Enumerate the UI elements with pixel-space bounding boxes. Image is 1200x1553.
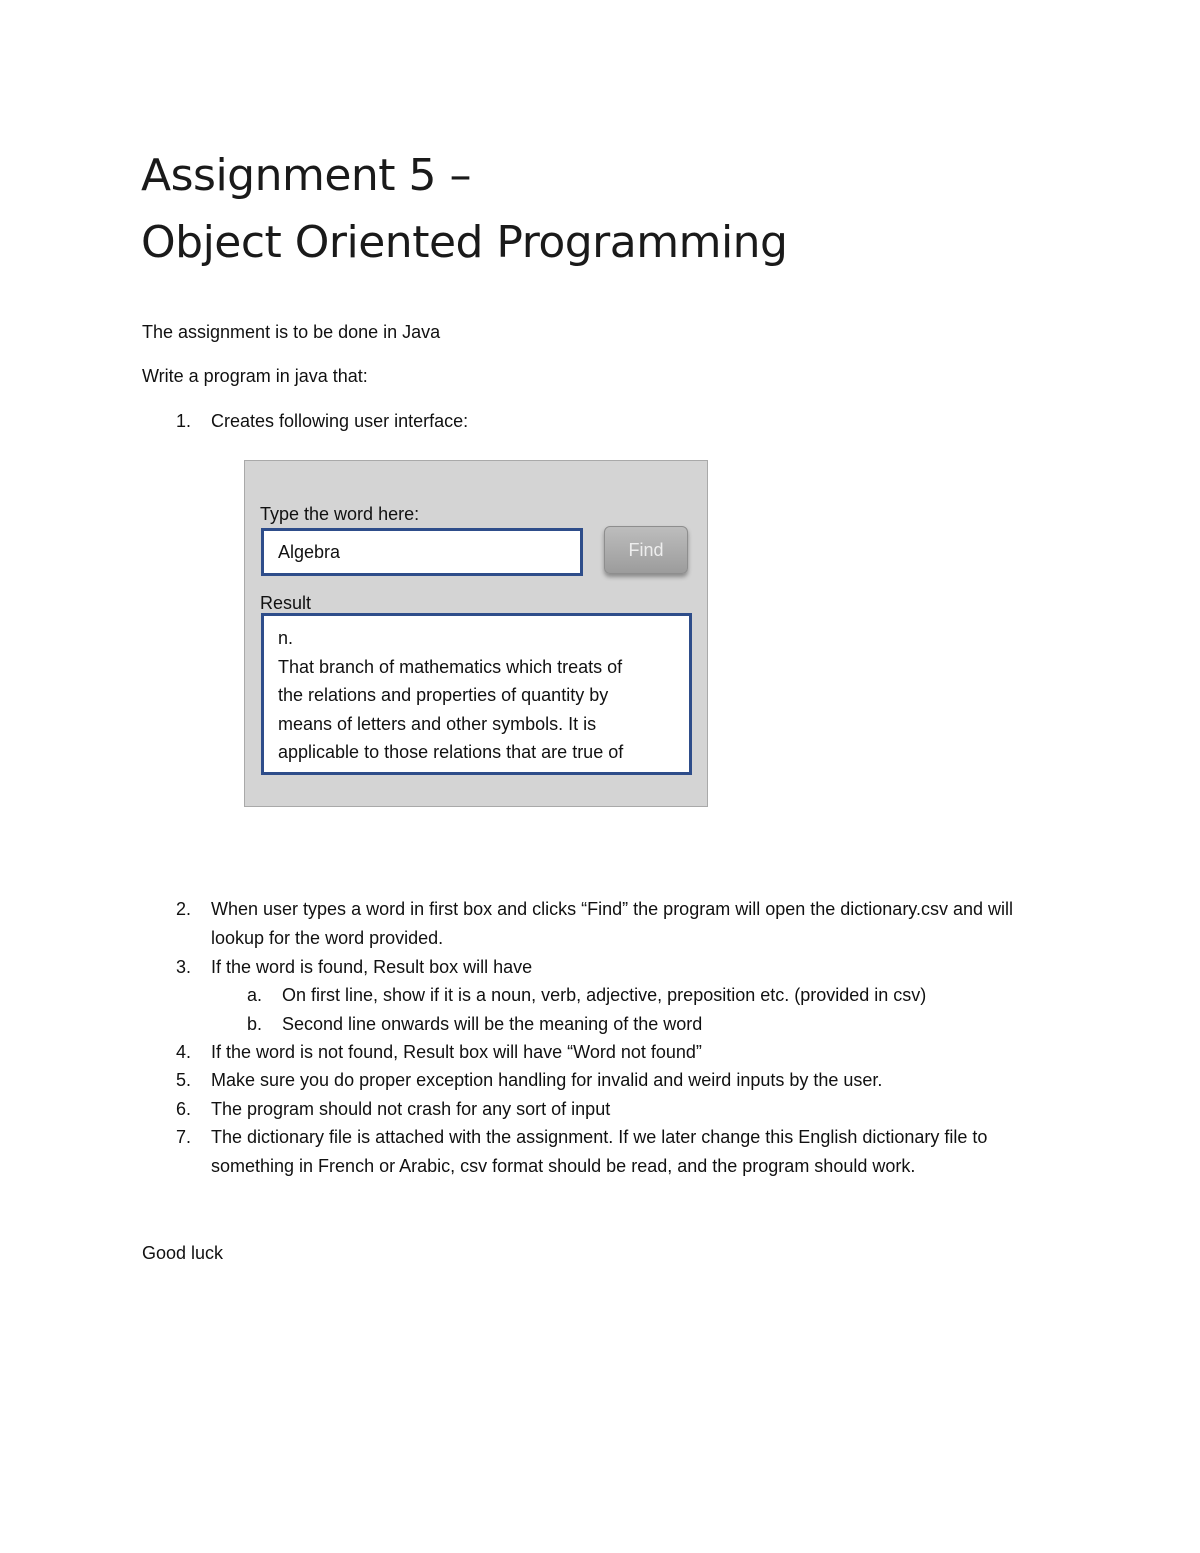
result-line: That branch of mathematics which treats of — [278, 656, 623, 677]
list-text: On first line, show if it is a noun, verb, adjective, preposition etc. (provided in csv) — [282, 985, 927, 1005]
list-item-3 — [176, 953, 1056, 982]
result-box[interactable] — [261, 613, 692, 775]
list-item-6 — [176, 1095, 1056, 1124]
list-text: The program should not crash for any sort of input — [211, 1099, 611, 1119]
list-item-2 — [176, 895, 1056, 952]
list-letter: a. — [247, 985, 263, 1005]
title-line-2: Object Oriented Programming — [141, 217, 788, 268]
list-letter: b. — [247, 1014, 263, 1034]
list-text: The dictionary file is attached with the assignment. If we later change this English dictionary file to something in French or Arabic, csv format should be read, and the program should work. — [211, 1127, 988, 1176]
dictionary-ui-mockup — [244, 460, 708, 807]
intro-paragraph: The assignment is to be done in Java — [142, 322, 441, 342]
list-number: 2. — [176, 899, 192, 919]
list-text: When user types a word in first box and clicks “Find” the program will open the dictionary.csv and will lookup for the word provided. — [211, 899, 1014, 948]
result-label: Result — [260, 593, 312, 613]
sub-item-b — [247, 1010, 1047, 1039]
word-input[interactable] — [261, 528, 583, 576]
list-text: If the word is not found, Result box will have “Word not found” — [211, 1042, 702, 1062]
list-number: 7. — [176, 1127, 192, 1147]
lead-paragraph: Write a program in java that: — [142, 366, 368, 386]
list-number: 6. — [176, 1099, 192, 1119]
list-number: 1. — [176, 411, 192, 431]
title-line-1: Assignment 5 – — [141, 150, 472, 201]
list-item-1 — [176, 407, 1056, 436]
find-button[interactable]: Find — [604, 526, 688, 574]
sub-item-a — [247, 981, 1047, 1010]
word-input-label: Type the word here: — [260, 504, 420, 524]
list-text: If the word is found, Result box will have — [211, 957, 533, 977]
list-text: Second line onwards will be the meaning of the word — [282, 1014, 703, 1034]
list-number: 4. — [176, 1042, 192, 1062]
list-number: 5. — [176, 1070, 192, 1090]
list-item-4 — [176, 1038, 1056, 1067]
list-item-7 — [176, 1123, 1056, 1180]
list-number: 3. — [176, 957, 192, 977]
result-line: n. — [278, 628, 294, 648]
result-line: means of letters and other symbols. It is — [278, 713, 597, 734]
list-text: Make sure you do proper exception handling for invalid and weird inputs by the user. — [211, 1070, 883, 1090]
closing-text: Good luck — [142, 1243, 224, 1263]
result-line: applicable to those relations that are true of — [278, 742, 624, 763]
list-item-5 — [176, 1066, 1056, 1095]
list-text: Creates following user interface: — [211, 411, 469, 431]
result-line: the relations and properties of quantity by — [278, 685, 609, 706]
